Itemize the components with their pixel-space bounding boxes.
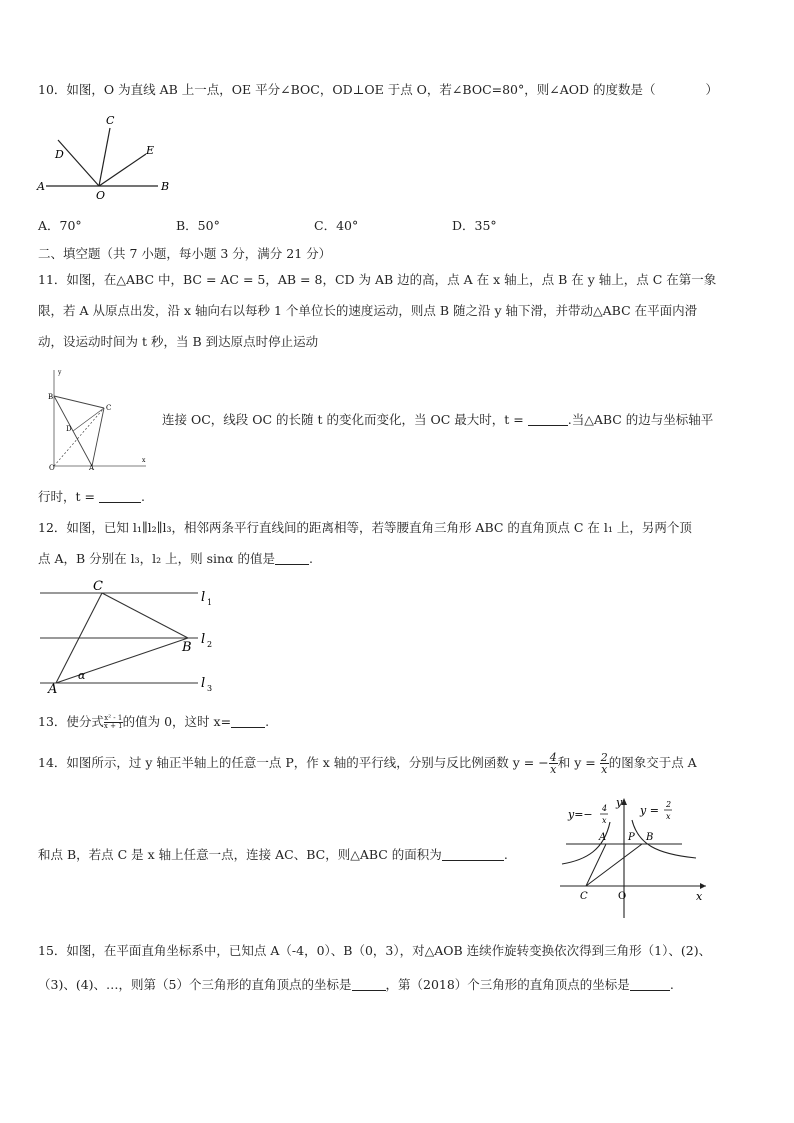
q12-label-l1-sub: 1 <box>207 598 213 607</box>
q11-blank-2[interactable] <box>99 490 141 503</box>
q12-label-l3: l <box>201 676 206 691</box>
q11-label-o: O <box>49 464 55 472</box>
q12-line2 <box>38 549 313 568</box>
q15-line2-mid: ，第（2018）个三角形的直角顶点的坐标是 <box>385 977 630 992</box>
q14-fig-label-c: C <box>580 891 588 902</box>
q11-line1: 11．如图，在△ABC 中，BC = AC = 5，AB = 8，CD 为 AB 边的高，点 A 在 x 轴上，点 B 在 y 轴上，点 C 在第一象 <box>38 272 717 287</box>
q11-label-b: B <box>48 393 54 401</box>
q10-label-o: O <box>96 189 106 202</box>
q14-blank[interactable] <box>442 848 504 861</box>
q11-line5-tail: . <box>140 489 145 504</box>
q14-fig-label-p: P <box>628 832 635 843</box>
q11-line4-text: 连接 OC，线段 OC 的长随 t 的变化而变化，当 OC 最大时，t = <box>162 412 524 427</box>
q14-fraction-1 <box>549 752 558 775</box>
q11-blank-1[interactable] <box>528 413 568 426</box>
q14-fig-label-o: O <box>618 891 627 902</box>
q12-label-a: A <box>48 682 58 695</box>
q14-fraction-1-num: 4 <box>549 751 557 764</box>
q10-option-d: D．35° <box>452 218 497 233</box>
q11-line2: 限，若 A 从原点出发，沿 x 轴向右以每秒 1 个单位长的速度运动，则点 B 随之沿 y 轴下滑，并带动△ABC 在平面内滑 <box>38 303 698 318</box>
q14-fig-eq2-num: 2 <box>666 800 672 809</box>
q11-label-y: y <box>58 369 62 376</box>
q13-post: 的值为 0，这时 x= <box>122 714 232 729</box>
q14-fig-eq1-num: 4 <box>602 804 608 813</box>
q11-figure <box>40 366 152 474</box>
q12-blank[interactable] <box>275 552 309 565</box>
q14-line1-text: 14．如图所示，过 y 轴正半轴上的任意一点 P，作 x 轴的平行线，分别与反比例函数 y = − <box>38 755 549 770</box>
q10-option-a: A．70° <box>38 218 82 233</box>
q14-mid: 和 y = <box>557 755 596 770</box>
q11-label-d: D <box>66 425 72 433</box>
q15-line2-tail: . <box>669 977 674 992</box>
q15-blank-1[interactable] <box>352 978 386 991</box>
q13-fraction <box>104 715 123 730</box>
q10-label-b: B <box>161 180 170 193</box>
q14-fig-label-a: A <box>599 832 607 843</box>
q12-label-c: C <box>93 579 103 594</box>
q14-fraction-1-den: x <box>550 763 557 776</box>
q15-blank-2[interactable] <box>630 978 670 991</box>
q11-label-c: C <box>106 404 112 412</box>
q14-fraction-2 <box>600 752 609 775</box>
q14-line2-text: 和点 B，若点 C 是 x 轴上任意一点，连接 AC、BC，则△ABC 的面积为 <box>38 847 442 862</box>
q11-label-x: x <box>142 457 146 464</box>
q14-fraction-2-den: x <box>601 763 608 776</box>
q13-blank[interactable] <box>231 715 265 728</box>
q13-fraction-num: x² - 1 <box>104 714 123 722</box>
q11-label-a: A <box>89 464 95 472</box>
q15-line1: 15．如图，在平面直角坐标系中，已知点 A（-4，0）、B（0，3），对△AOB 连续作旋转变换依次得到三角形（1）、(2)、 <box>38 943 712 958</box>
q13-pre: 13．使分式 <box>38 714 104 729</box>
q12-label-l1: l <box>201 590 206 605</box>
q14-line1 <box>38 752 697 775</box>
q14-fraction-2-num: 2 <box>600 751 608 764</box>
q11-line5 <box>38 487 145 506</box>
q11-line4-tail: .当△ABC 的边与坐标轴平 <box>567 412 714 427</box>
q12-label-alpha: α <box>78 669 86 682</box>
q10-label-e: E <box>146 144 155 157</box>
q14-fig-eq2: y = <box>640 804 659 817</box>
q11-line5-text: 行时，t = <box>38 489 95 504</box>
q10-text: 10．如图，O 为直线 AB 上一点，OE 平分∠BOC，OD⊥OE 于点 O，若∠BOC=80°，则∠AOD 的度数是（ ） <box>38 82 719 97</box>
q12-figure <box>36 577 216 695</box>
q11-line3: 动，设运动时间为 t 秒，当 B 到达原点时停止运动 <box>38 334 319 349</box>
q14-fig-label-y: y <box>616 796 623 809</box>
q10-option-b: B．50° <box>176 218 220 233</box>
q15-line2 <box>38 975 674 994</box>
q10-label-c: C <box>106 114 115 127</box>
q10-label-d: D <box>55 148 64 161</box>
q10-option-c: C．40° <box>314 218 359 233</box>
q10-label-a: A <box>37 180 45 193</box>
q12-label-l2: l <box>201 632 206 647</box>
q14-line2 <box>38 845 508 864</box>
q14-fig-eq2-den: x <box>666 812 671 821</box>
q14-line1-tail: 的图象交于点 A <box>608 755 697 770</box>
section-header: 二、填空题（共 7 小题，每小题 3 分，满分 21 分） <box>38 246 332 261</box>
q12-line2-tail: . <box>308 551 313 566</box>
q12-label-l3-sub: 3 <box>207 684 213 693</box>
q15-line2-text: （3)、(4)、…，则第（5）个三角形的直角顶点的坐标是 <box>38 977 352 992</box>
q10-figure <box>36 110 176 202</box>
q12-label-l2-sub: 2 <box>207 640 213 649</box>
q14-fig-eq1-den: x <box>602 816 607 825</box>
q14-fig-label-x: x <box>696 890 703 903</box>
q14-line2-tail: . <box>503 847 508 862</box>
q12-line1: 12．如图，已知 l₁∥l₂∥l₃，相邻两条平行直线间的距离相等，若等腰直角三角形 ABC 的直角顶点 C 在 l₁ 上，另两个顶 <box>38 520 692 535</box>
q12-line2-text: 点 A，B 分别在 l₃，l₂ 上，则 sinα 的值是 <box>38 551 275 566</box>
q14-fig-eq1: y=− <box>568 808 593 821</box>
q11-line4 <box>162 410 713 429</box>
q14-fig-label-b: B <box>646 832 654 843</box>
q14-figure <box>556 792 712 920</box>
q13-line <box>38 712 269 731</box>
q13-fraction-den: x + 1 <box>103 722 123 730</box>
q13-end: . <box>265 714 270 729</box>
q12-label-b: B <box>182 640 192 655</box>
